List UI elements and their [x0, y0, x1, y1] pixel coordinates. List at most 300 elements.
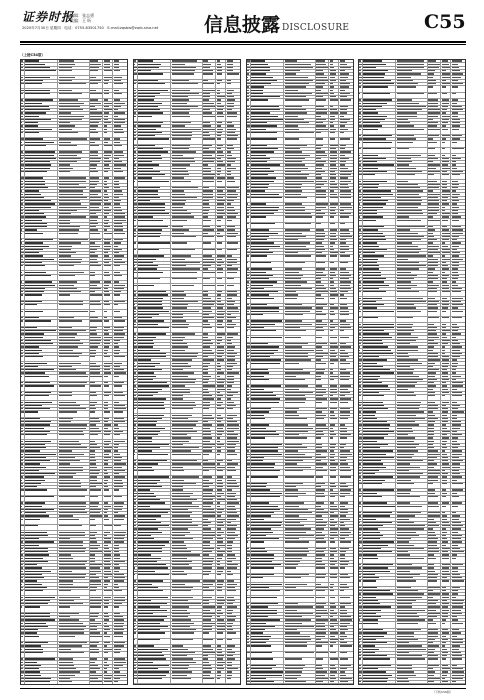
table-cell	[138, 408, 171, 414]
text-placeholder	[134, 421, 137, 422]
table-cell	[329, 73, 339, 75]
table-cell	[171, 531, 202, 533]
text-placeholder	[114, 333, 126, 334]
table-cell	[58, 375, 89, 381]
table-cell	[90, 600, 104, 602]
table-cell	[138, 424, 171, 426]
table-cell	[284, 158, 315, 160]
table-cell	[113, 301, 127, 303]
table-cell	[203, 320, 217, 322]
text-placeholder	[59, 629, 85, 630]
text-placeholder	[21, 226, 23, 227]
table-cell	[216, 197, 226, 199]
text-placeholder	[134, 525, 136, 526]
text-placeholder	[203, 229, 214, 230]
table-cell	[138, 678, 171, 684]
table-cell	[251, 93, 284, 95]
text-placeholder	[340, 109, 348, 110]
text-placeholder	[227, 398, 232, 399]
table-cell	[25, 554, 58, 556]
text-placeholder	[90, 255, 98, 256]
table-cell	[203, 541, 217, 543]
text-placeholder	[203, 317, 214, 318]
table-cell	[25, 681, 58, 685]
text-placeholder	[104, 538, 111, 539]
table-cell	[25, 187, 58, 189]
table-cell	[203, 262, 217, 264]
text-placeholder	[25, 580, 37, 581]
text-placeholder	[285, 90, 299, 91]
text-placeholder	[138, 304, 162, 305]
text-placeholder	[104, 535, 107, 536]
text-placeholder	[227, 395, 233, 396]
text-placeholder	[25, 632, 37, 633]
table-cell	[203, 96, 217, 98]
table-cell	[316, 125, 330, 127]
table-cell	[251, 232, 284, 234]
table-cell	[58, 460, 89, 462]
table-cell	[103, 483, 113, 485]
text-placeholder	[203, 268, 208, 269]
table-cell	[113, 106, 127, 108]
table-cell	[171, 216, 202, 218]
text-placeholder	[217, 623, 225, 624]
text-placeholder	[340, 64, 347, 65]
text-placeholder	[138, 346, 153, 347]
text-placeholder	[203, 122, 210, 123]
text-placeholder	[134, 437, 136, 438]
table-cell	[25, 203, 58, 205]
table-cell	[103, 431, 113, 433]
text-placeholder	[203, 561, 213, 562]
text-placeholder	[172, 392, 190, 393]
text-placeholder	[21, 106, 23, 107]
text-placeholder	[172, 311, 200, 312]
text-placeholder	[138, 216, 153, 217]
text-placeholder	[104, 151, 112, 152]
text-placeholder	[104, 642, 110, 643]
table-cell	[284, 122, 315, 124]
text-placeholder	[138, 486, 162, 487]
text-placeholder	[217, 665, 223, 666]
text-placeholder	[172, 428, 193, 429]
text-placeholder	[138, 437, 151, 438]
text-placeholder	[59, 431, 83, 432]
text-placeholder	[316, 194, 326, 195]
text-placeholder	[104, 272, 109, 273]
table-cell	[25, 239, 58, 241]
table-cell	[25, 385, 58, 391]
table-cell	[90, 132, 104, 138]
text-placeholder	[114, 636, 123, 637]
table-cell	[216, 382, 226, 384]
table-cell	[216, 486, 226, 488]
table-cell	[90, 515, 104, 517]
table-cell	[58, 317, 89, 319]
text-placeholder	[316, 109, 327, 110]
text-placeholder	[217, 359, 224, 360]
text-placeholder	[203, 616, 212, 617]
table-cell	[171, 265, 202, 267]
table-cell	[226, 122, 240, 124]
text-placeholder	[25, 311, 42, 312]
text-placeholder	[138, 220, 163, 221]
table-cell	[103, 122, 113, 124]
table-cell	[90, 281, 104, 283]
text-placeholder	[134, 138, 136, 139]
text-placeholder	[203, 480, 209, 481]
table-cell	[203, 242, 217, 248]
table-cell	[251, 184, 284, 186]
table-cell	[113, 161, 127, 163]
text-placeholder	[21, 333, 24, 334]
text-placeholder	[203, 155, 212, 156]
table-cell	[103, 570, 113, 572]
text-placeholder	[251, 119, 282, 120]
table-cell	[58, 661, 89, 663]
text-placeholder	[227, 551, 233, 552]
table-cell	[216, 392, 226, 394]
text-placeholder	[251, 70, 270, 71]
table-cell	[103, 203, 113, 205]
text-placeholder	[90, 515, 102, 516]
text-placeholder	[90, 421, 100, 422]
text-placeholder	[114, 483, 124, 484]
text-placeholder	[285, 99, 310, 100]
table-cell	[226, 548, 240, 550]
text-placeholder	[25, 317, 39, 318]
table-cell	[90, 587, 104, 589]
text-placeholder	[172, 320, 187, 321]
text-placeholder	[104, 187, 109, 188]
table-cell	[216, 226, 226, 228]
text-placeholder	[90, 619, 95, 620]
table-cell	[226, 466, 240, 468]
table-cell	[339, 70, 353, 72]
text-placeholder	[138, 249, 158, 250]
table-cell	[216, 587, 226, 589]
table-cell	[103, 574, 113, 576]
text-placeholder	[330, 86, 334, 87]
table-cell	[58, 603, 89, 605]
text-placeholder	[217, 532, 224, 533]
table-cell	[25, 193, 58, 195]
table-cell	[25, 411, 58, 417]
table-cell	[58, 353, 89, 355]
text-placeholder	[134, 207, 137, 208]
table-cell	[138, 379, 171, 381]
table-cell	[216, 174, 226, 176]
text-placeholder	[114, 158, 119, 159]
table-cell	[138, 366, 171, 368]
text-placeholder	[251, 73, 266, 74]
text-placeholder	[104, 363, 112, 364]
table-cell	[58, 505, 89, 507]
text-placeholder	[138, 389, 162, 390]
text-placeholder	[59, 467, 83, 468]
table-cell	[58, 369, 89, 371]
text-placeholder	[90, 480, 97, 481]
text-placeholder	[21, 600, 23, 601]
table-cell	[138, 671, 171, 673]
text-placeholder	[134, 259, 137, 260]
text-placeholder	[104, 197, 109, 198]
table-cell	[103, 177, 113, 179]
text-placeholder	[340, 207, 352, 208]
text-placeholder	[138, 226, 168, 227]
table-cell	[90, 395, 104, 401]
table-cell	[113, 362, 127, 364]
text-placeholder	[59, 304, 84, 305]
text-placeholder	[104, 525, 112, 526]
text-placeholder	[114, 681, 119, 682]
table-cell	[138, 265, 171, 267]
text-placeholder	[340, 93, 351, 94]
text-placeholder	[340, 155, 346, 156]
table-cell	[203, 509, 217, 511]
table-cell	[113, 665, 127, 667]
text-placeholder	[59, 229, 79, 230]
table-cell	[90, 203, 104, 205]
table-cell	[226, 392, 240, 394]
table-cell	[171, 210, 202, 212]
text-placeholder	[114, 567, 120, 568]
table-cell	[58, 616, 89, 618]
text-placeholder	[104, 554, 112, 555]
text-placeholder	[172, 623, 195, 624]
text-placeholder	[90, 405, 95, 406]
text-placeholder	[25, 418, 40, 419]
table-cell	[138, 167, 171, 169]
text-placeholder	[25, 90, 50, 91]
text-placeholder	[21, 671, 24, 672]
designer-line: 美编：王 昕	[70, 18, 92, 23]
table-cell	[90, 606, 104, 612]
table-cell	[171, 398, 202, 400]
text-placeholder	[138, 489, 150, 490]
text-placeholder	[203, 272, 215, 273]
text-placeholder	[172, 346, 188, 347]
table-cell	[25, 658, 58, 660]
text-placeholder	[21, 512, 22, 513]
table-cell	[90, 206, 104, 208]
table-cell	[284, 148, 315, 150]
text-placeholder	[21, 424, 24, 425]
table-cell	[90, 668, 104, 670]
text-placeholder	[134, 155, 136, 156]
table-cell	[138, 385, 171, 387]
text-placeholder	[114, 525, 121, 526]
text-placeholder	[134, 129, 136, 130]
text-placeholder	[134, 255, 137, 256]
table-cell	[216, 554, 226, 556]
table-cell	[58, 372, 89, 374]
text-placeholder	[340, 73, 349, 74]
table-cell	[284, 115, 315, 117]
table-cell	[226, 583, 240, 585]
text-placeholder	[21, 457, 23, 458]
text-placeholder	[227, 304, 235, 305]
text-placeholder	[172, 509, 189, 510]
text-placeholder	[104, 405, 108, 406]
table-cell	[226, 304, 240, 306]
table-cell	[113, 590, 127, 596]
text-placeholder	[104, 255, 109, 256]
table-cell	[103, 89, 113, 91]
table-cell	[25, 89, 58, 91]
table-cell	[103, 544, 113, 546]
table-cell	[103, 330, 113, 332]
text-placeholder	[172, 99, 189, 100]
table-cell	[284, 109, 315, 111]
text-placeholder	[21, 467, 22, 468]
table-cell	[103, 531, 113, 533]
text-placeholder	[90, 558, 95, 559]
table-cell	[103, 473, 113, 475]
table-cell	[138, 151, 171, 153]
text-placeholder	[104, 402, 108, 403]
text-placeholder	[114, 402, 120, 403]
text-placeholder	[25, 486, 37, 487]
text-placeholder	[203, 525, 208, 526]
table-cell	[90, 476, 104, 478]
text-placeholder	[316, 129, 328, 130]
table-cell	[138, 489, 171, 491]
text-placeholder	[138, 528, 158, 529]
table-cell	[103, 301, 113, 303]
text-placeholder	[316, 125, 326, 126]
table-cell	[103, 346, 113, 348]
text-placeholder	[217, 460, 224, 461]
table-cell	[103, 125, 113, 127]
text-placeholder	[59, 168, 73, 169]
text-placeholder	[90, 642, 99, 643]
table-cell	[203, 154, 217, 156]
table-cell	[226, 190, 240, 192]
text-placeholder	[114, 369, 124, 370]
text-placeholder	[138, 80, 158, 81]
text-placeholder	[330, 213, 336, 214]
text-placeholder	[138, 675, 166, 676]
text-placeholder	[217, 112, 223, 113]
table-cell	[226, 551, 240, 553]
table-cell	[171, 161, 202, 163]
text-placeholder	[172, 597, 194, 598]
text-placeholder	[203, 571, 211, 572]
table-cell	[58, 83, 89, 89]
table-cell	[203, 265, 217, 267]
text-placeholder	[59, 64, 75, 65]
text-placeholder	[134, 164, 136, 165]
table-cell	[226, 483, 240, 485]
table-cell	[58, 518, 89, 524]
table-cell	[58, 648, 89, 650]
text-placeholder	[114, 275, 122, 276]
text-placeholder	[138, 632, 165, 633]
text-placeholder	[203, 444, 215, 445]
text-placeholder	[227, 145, 233, 146]
text-placeholder	[21, 597, 22, 598]
text-placeholder	[138, 509, 169, 510]
text-placeholder	[138, 311, 168, 312]
table-cell	[138, 427, 171, 429]
text-placeholder	[21, 532, 24, 533]
text-placeholder	[340, 96, 347, 97]
table-cell	[25, 470, 58, 472]
text-placeholder	[25, 129, 52, 130]
table-cell	[103, 518, 113, 524]
table-cell	[138, 122, 171, 124]
text-placeholder	[217, 541, 223, 542]
table-cell	[226, 557, 240, 559]
text-placeholder	[138, 382, 167, 383]
text-placeholder	[59, 99, 78, 100]
text-placeholder	[104, 587, 108, 588]
text-placeholder	[247, 190, 250, 191]
text-placeholder	[203, 181, 214, 182]
text-placeholder	[138, 148, 162, 149]
table-cell	[171, 359, 202, 361]
text-placeholder	[134, 408, 135, 409]
table-cell	[90, 645, 104, 647]
table-cell	[138, 414, 171, 416]
table-cell	[113, 541, 127, 543]
text-placeholder	[134, 538, 136, 539]
text-placeholder	[59, 252, 76, 253]
text-placeholder	[90, 463, 96, 464]
text-placeholder	[316, 223, 321, 224]
table-cell	[113, 193, 127, 195]
table-cell	[216, 551, 226, 553]
text-placeholder	[217, 80, 223, 81]
table-cell	[216, 187, 226, 189]
text-placeholder	[330, 80, 337, 81]
text-placeholder	[114, 450, 119, 451]
text-placeholder	[134, 584, 137, 585]
text-placeholder	[217, 450, 221, 451]
table-cell	[113, 216, 127, 218]
table-cell	[316, 109, 330, 111]
text-placeholder	[227, 424, 239, 425]
text-placeholder	[172, 525, 198, 526]
table-cell	[226, 518, 240, 520]
table-cell	[251, 180, 284, 182]
table-cell	[90, 288, 104, 290]
table-cell	[171, 301, 202, 303]
table-cell	[329, 96, 339, 98]
text-placeholder	[25, 125, 38, 126]
text-placeholder	[90, 476, 97, 477]
text-placeholder	[227, 122, 233, 123]
text-placeholder	[138, 441, 152, 442]
table-cell	[203, 187, 217, 189]
table-cell	[203, 528, 217, 530]
table-cell	[171, 567, 202, 569]
table-cell	[316, 161, 330, 163]
text-placeholder	[138, 350, 160, 351]
table-cell	[103, 681, 113, 685]
text-placeholder	[138, 229, 161, 230]
text-placeholder	[59, 242, 81, 243]
table-cell	[113, 180, 127, 182]
text-placeholder	[114, 408, 126, 409]
text-placeholder	[21, 444, 24, 445]
table-cell	[226, 96, 240, 98]
text-placeholder	[90, 665, 98, 666]
text-placeholder	[25, 460, 50, 461]
table-cell	[226, 291, 240, 293]
text-placeholder	[25, 600, 49, 601]
